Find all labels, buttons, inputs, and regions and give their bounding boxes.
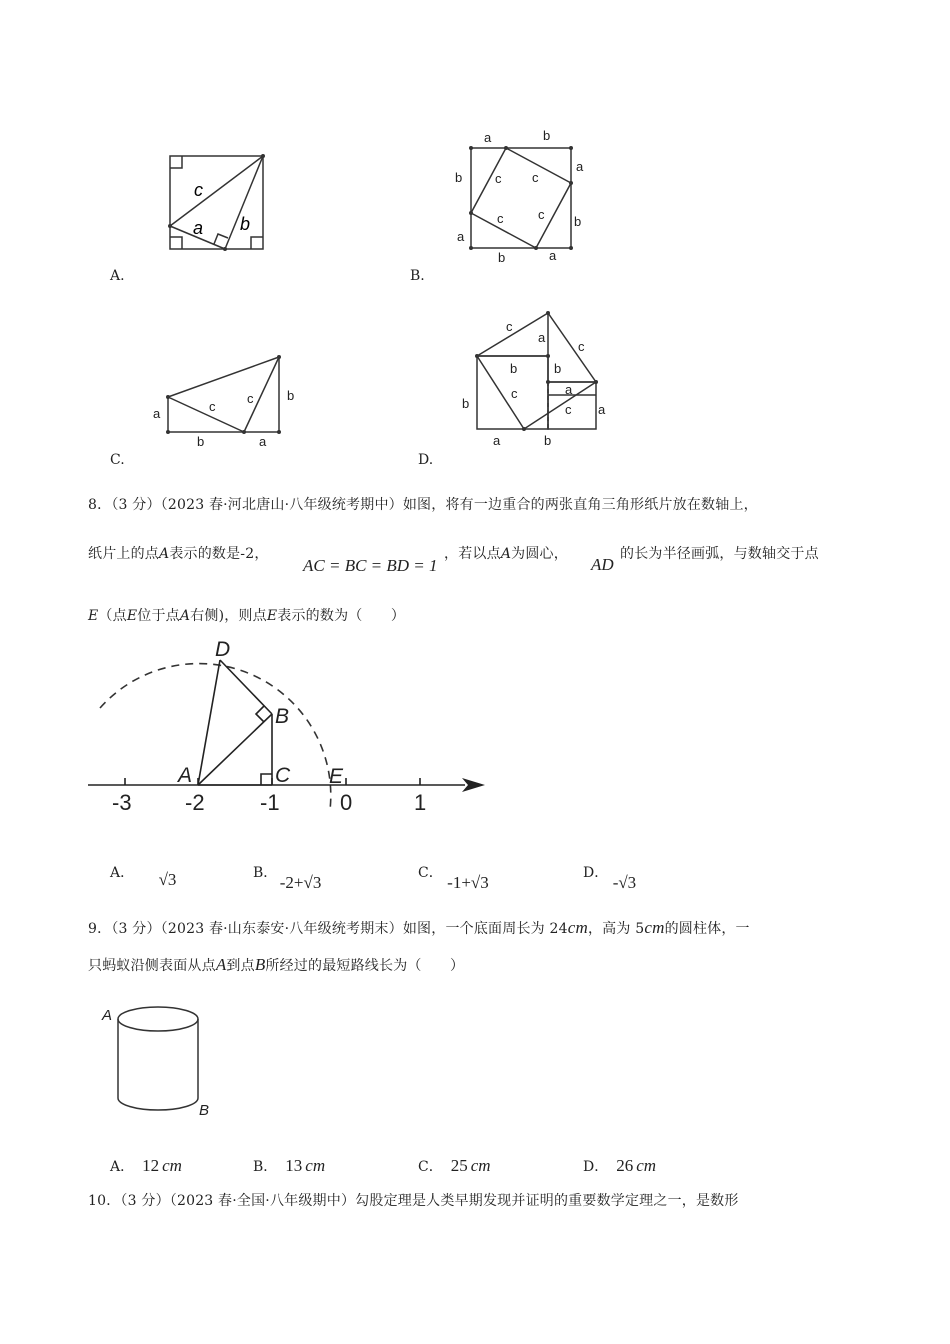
fig-b-left-b: b: [455, 170, 463, 185]
fig-b-inner-c2: c: [532, 170, 539, 185]
q9-option-c-label: C．: [418, 1159, 443, 1175]
q10-text: 勾股定理是人类早期发现并证明的重要数学定理之一，是数形: [355, 1193, 739, 1209]
q8-line1: [88, 494, 758, 516]
q9-option-c-unit: cm: [470, 1156, 491, 1175]
fig-b-top-b: b: [543, 128, 551, 143]
q9-source: （2023 春·山东泰安·八年级统考期末）: [160, 921, 403, 937]
q9-option-b-label: B．: [253, 1159, 278, 1175]
q8-point-a: A: [159, 546, 170, 562]
fig-d-b-bottom: b: [544, 433, 552, 448]
fig-b-inner-c4: c: [538, 207, 545, 222]
q9-point-a: A: [215, 955, 227, 974]
q8-option-a[interactable]: [110, 862, 177, 889]
q9-option-b[interactable]: [253, 1156, 325, 1176]
q9-text2a: 只蚂蚁沿侧表面从点: [88, 958, 216, 974]
fig-b-right-a: a: [576, 159, 584, 174]
fig-d-a-top: a: [538, 330, 546, 345]
fig-b-left-a: a: [457, 229, 465, 244]
q8-option-b-label: B．: [253, 865, 278, 881]
q7-option-d-label[interactable]: D.: [418, 452, 434, 468]
q9-text1c: 的圆柱体，一: [664, 921, 750, 937]
q8-text3b: 位于点: [137, 608, 180, 624]
q8-line2-cont: [444, 543, 568, 565]
q7-option-a-label[interactable]: A.: [110, 268, 125, 284]
q8-segment-ad: AD: [591, 555, 614, 574]
q8-option-d-label: D．: [583, 865, 609, 881]
fig-a-label-b: b: [240, 214, 251, 234]
q9-text1a: 如图，一个底面周长为 24: [402, 921, 568, 937]
q8-fig-point-b: B: [275, 705, 290, 728]
q8-tick-neg2: -2: [185, 790, 205, 815]
q8-text3c: 右侧)，则点: [190, 608, 267, 624]
fig-c-c2: c: [247, 391, 254, 406]
fig-d-c-left: c: [511, 386, 518, 401]
q9-option-b-unit: cm: [305, 1156, 326, 1175]
q8-fig-point-c: C: [275, 764, 291, 787]
q9-option-d[interactable]: [583, 1156, 656, 1176]
q8-text2d: 为圆心，: [511, 546, 568, 562]
q8-point-e: E: [88, 608, 99, 624]
q9-option-a-unit: cm: [162, 1156, 182, 1175]
q9-fig-point-b: B: [199, 1102, 210, 1119]
q8-tick-neg3: -3: [112, 790, 132, 815]
q9-option-b-value: 13: [285, 1156, 303, 1175]
q8-fig-point-a: A: [178, 764, 193, 787]
q7-option-b-label[interactable]: B.: [410, 268, 425, 284]
q8-option-a-value: √3: [158, 870, 177, 889]
fig-c-a-bottom: a: [259, 434, 267, 449]
q8-option-c-label: C．: [418, 865, 443, 881]
q9-line2: [88, 954, 464, 977]
fig-d-a-bottom: a: [493, 433, 501, 448]
fig-d-b-mid: b: [510, 361, 518, 376]
q9-text2b: 到点: [226, 958, 255, 974]
q9-text2c: 所经过的最短路线长为（ ）: [265, 958, 465, 974]
q8-tick-1: 1: [414, 790, 427, 815]
q8-tick-0: 0: [340, 790, 353, 815]
q8-text2e: 的长为半径画弧，与数轴交于点: [620, 546, 819, 562]
q9-unit-1: cm: [567, 918, 588, 937]
fig-a-label-c: c: [194, 180, 203, 200]
fig-d-b-left: b: [462, 396, 470, 411]
q7-option-c-label[interactable]: C.: [110, 452, 125, 468]
q10-source: （2023 春·全国·八年级期中）: [169, 1193, 356, 1209]
q9-line1: [88, 917, 750, 940]
q8-option-c-value: -1+√3: [447, 873, 489, 892]
q8-fig-point-d: D: [215, 638, 231, 661]
q8-text2c: ，若以点: [444, 546, 501, 562]
q9-option-a-value: 12: [142, 1156, 160, 1175]
q8-text3d: 表示的数为（ ）: [277, 608, 406, 624]
q8-line2: [88, 543, 269, 565]
q9-option-a[interactable]: [110, 1156, 182, 1176]
fig-b-top-a: a: [484, 130, 492, 145]
q8-text2b: 表示的数是-2，: [169, 546, 269, 562]
fig-c-c1: c: [209, 399, 216, 414]
q8-point-e-3: E: [266, 608, 278, 624]
q10-score: （3 分）: [120, 1193, 170, 1209]
q8-source: （2023 春·河北唐山·八年级统考期中）: [160, 497, 403, 513]
q8-point-a-2: A: [500, 546, 512, 562]
q8-text1: 如图，将有一边重合的两张直角三角形纸片放在数轴上，: [402, 497, 758, 513]
q8-option-b[interactable]: [253, 862, 323, 892]
fig-b-inner-c3: c: [497, 211, 504, 226]
q8-option-c[interactable]: [418, 862, 489, 892]
q8-option-d[interactable]: [583, 862, 637, 892]
q8-line2-end: [620, 543, 819, 565]
figure-option-d: [455, 305, 615, 450]
q9-option-c[interactable]: [418, 1156, 491, 1176]
q9-unit-2: cm: [644, 918, 665, 937]
q9-point-b: B: [254, 955, 266, 974]
fig-d-c-top: c: [506, 319, 513, 334]
q8-option-a-label: A．: [110, 865, 135, 881]
fig-b-right-b: b: [574, 214, 582, 229]
q8-option-d-value: -√3: [612, 873, 637, 892]
q8-text2a: 纸片上的点: [88, 546, 159, 562]
fig-b-inner-c1: c: [495, 171, 502, 186]
q8-tick-neg1: -1: [260, 790, 280, 815]
fig-c-b-bottom: b: [197, 434, 205, 449]
fig-b-bottom-a: a: [549, 248, 557, 263]
q8-line3: [88, 605, 405, 627]
q8-text3a: （点: [98, 608, 127, 624]
fig-c-a-left: a: [153, 406, 161, 421]
q9-text1b: ，高为 5: [587, 921, 645, 937]
q9-option-d-label: D．: [583, 1159, 609, 1175]
q8-figure: [80, 630, 500, 835]
fig-c-b-right: b: [287, 388, 295, 403]
q9-number: 9．: [88, 921, 112, 937]
figure-option-b: [448, 125, 598, 265]
q8-fig-point-e: E: [329, 765, 344, 788]
fig-d-a-mid: a: [565, 382, 573, 397]
q8-point-e-2: E: [126, 608, 138, 624]
fig-d-c-right: c: [578, 339, 585, 354]
fig-d-c-inner: c: [565, 402, 572, 417]
fig-d-b-mid2: b: [554, 361, 562, 376]
fig-b-bottom-b: b: [498, 250, 506, 265]
fig-a-label-a: a: [193, 218, 204, 238]
q8-option-b-value: -2+√3: [279, 873, 322, 892]
q10-line1: [88, 1190, 739, 1212]
q9-option-d-unit: cm: [636, 1156, 657, 1175]
fig-d-a-right: a: [598, 402, 606, 417]
figure-option-c: [150, 350, 300, 450]
figure-option-a: [160, 148, 275, 258]
q10-number: 10．: [88, 1193, 121, 1209]
q9-score: （3 分）: [111, 921, 161, 937]
q8-equation: AC = BC = BD = 1: [303, 556, 438, 575]
q8-score: （3 分）: [111, 497, 161, 513]
q9-cylinder-figure: [98, 1000, 228, 1125]
q9-fig-point-a: A: [102, 1007, 113, 1024]
q9-option-d-value: 26: [616, 1156, 634, 1175]
q8-number: 8．: [88, 497, 112, 513]
q8-point-a-3: A: [179, 608, 191, 624]
q9-option-c-value: 25: [450, 1156, 468, 1175]
q9-option-a-label: A．: [110, 1159, 135, 1175]
